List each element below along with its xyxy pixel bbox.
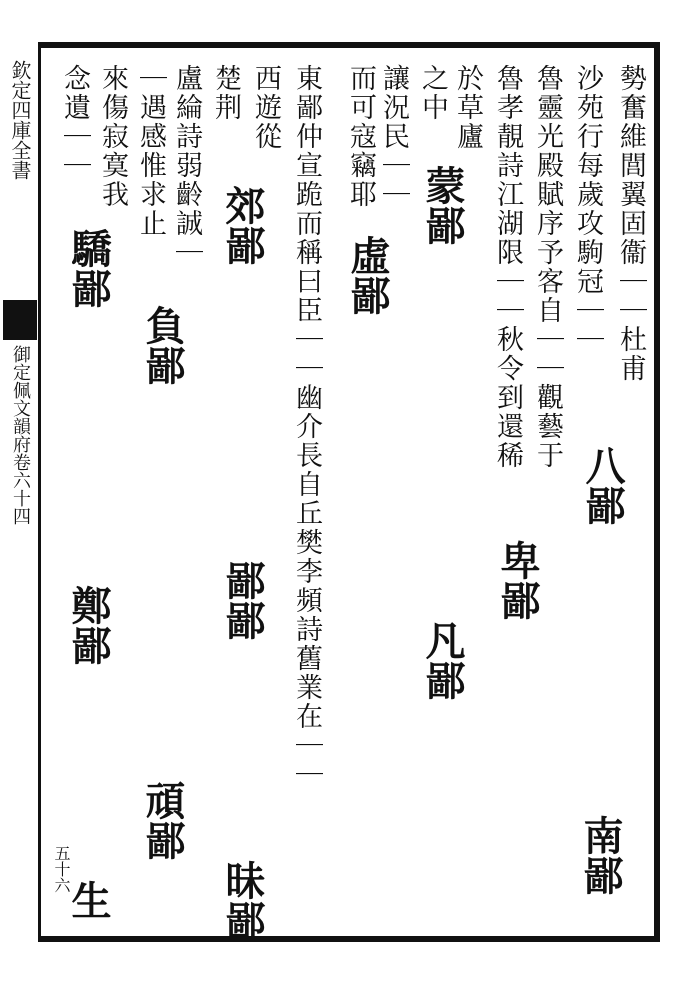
text-column-8: 而可寇竊耶: [345, 64, 376, 209]
headword-fan-bi: 凡鄙: [419, 620, 466, 700]
text-column-13: ｜遇感惟求止: [135, 64, 166, 238]
text-column-6: 之中: [417, 64, 448, 122]
margin-series-title: 欽定四庫全書: [8, 60, 32, 180]
text-column-10: 楚荆: [210, 64, 241, 122]
text-column-12: 盧綸詩弱齡誠｜: [171, 64, 202, 267]
headword-sheng: 生: [65, 880, 112, 920]
headword-mei-bi: 昧鄙: [219, 860, 266, 940]
headword-nan-bi: 南鄙: [577, 815, 624, 895]
text-column-2: 沙苑行每歲攻駒冠｜｜: [572, 64, 603, 354]
right-border: [654, 42, 660, 942]
headword-xu-bi: 虛鄙: [344, 235, 391, 315]
text-column-5: 於草廬: [452, 64, 483, 151]
headword-jiao-bi: 郊鄙: [219, 185, 266, 265]
text-column-11: 西遊從: [250, 64, 281, 151]
headword-ba-bi: 八鄙: [579, 445, 626, 525]
page-number: 五十六: [52, 845, 71, 893]
text-column-15: 念遺｜｜: [59, 64, 90, 180]
left-border: [38, 42, 41, 942]
headword-fu-bi: 負鄙: [139, 305, 186, 385]
headword-zheng-bi: 鄭鄙: [65, 585, 112, 665]
text-column-7: 讓況民｜｜: [378, 64, 409, 209]
text-column-3: 魯靈光殿賦序予客自｜｜觀藝于: [532, 64, 563, 470]
headword-meng-bi: 蒙鄙: [419, 165, 466, 245]
margin-book-title: 御定佩文韻府卷六十四: [10, 345, 31, 525]
top-border: [38, 42, 660, 48]
text-column-4: 魯孝靚詩江湖限｜｜秋令到還稀: [492, 64, 523, 470]
headword-jiao2-bi: 驕鄙: [65, 228, 112, 308]
headword-wan-bi: 頑鄙: [139, 780, 186, 860]
text-column-14: 來傷寂寞我: [97, 64, 128, 209]
margin-black-tab: [3, 300, 37, 340]
headword-bi-bi: 鄙鄙: [219, 560, 266, 640]
headword-bei-bi: 卑鄙: [494, 540, 541, 620]
text-column-9: 東鄙仲宣跪而稱曰臣｜｜幽介長自丘樊李頻詩舊業在｜｜: [291, 64, 322, 789]
text-column-1: 勢奮維閭翼固衞｜｜杜甫: [615, 64, 646, 383]
bottom-border: [38, 936, 660, 942]
